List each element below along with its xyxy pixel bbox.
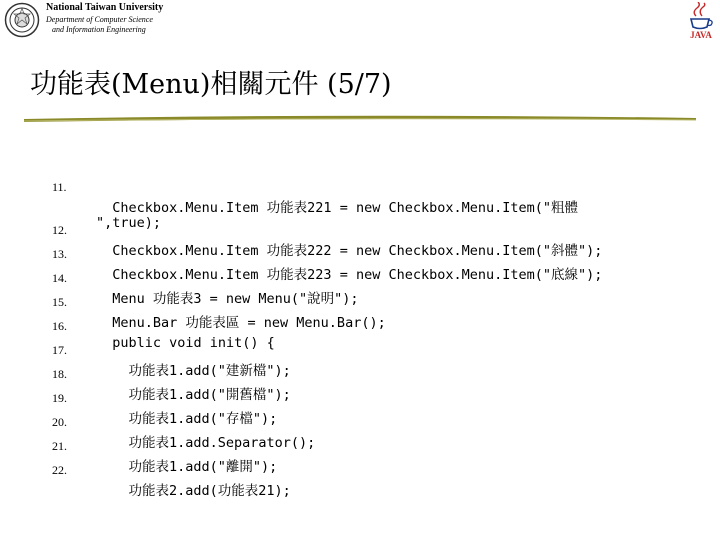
code-text: 功能表1.add("開舊檔"); xyxy=(96,387,291,403)
code-text: 功能表1.add("存檔"); xyxy=(96,411,278,427)
code-text: public void init() { xyxy=(96,335,275,351)
java-logo-text: JAVA xyxy=(690,30,712,40)
line-number: 16. xyxy=(52,319,67,333)
slide-title: 功能表(Menu)相關元件 (5/7) xyxy=(30,69,392,100)
java-logo-icon xyxy=(686,2,716,40)
line-number: 17. xyxy=(52,343,67,357)
line-number: 19. xyxy=(52,391,67,405)
code-text: Checkbox.Menu.Item 功能表222 = new Checkbox.Menu.Item("斜體"); xyxy=(96,243,603,259)
line-number: 18. xyxy=(52,367,67,381)
line-number: 12. xyxy=(52,223,67,237)
code-text: ",true); xyxy=(96,215,162,231)
code-text: 功能表1.add.Separator(); xyxy=(96,435,316,451)
code-text: Menu 功能表3 = new Menu("說明"); xyxy=(96,291,359,307)
university-seal-icon xyxy=(4,2,40,38)
department-line-2: and Information Engineering xyxy=(52,25,146,34)
line-number: 21. xyxy=(52,439,67,453)
university-name: National Taiwan University xyxy=(46,2,164,13)
line-number: 22. xyxy=(52,463,67,477)
line-number: 11. xyxy=(52,180,67,194)
code-text: 功能表2.add(功能表21); xyxy=(96,483,291,499)
line-number: 20. xyxy=(52,415,67,429)
department-name xyxy=(46,15,153,35)
code-text: 功能表1.add("離開"); xyxy=(96,459,278,475)
code-text: Checkbox.Menu.Item 功能表221 = new Checkbox.Menu.Item("粗體 xyxy=(96,200,579,216)
department-line-1: Department of Computer Science xyxy=(46,15,153,24)
line-number: 15. xyxy=(52,295,67,309)
line-number: 13. xyxy=(52,247,67,261)
line-number: 14. xyxy=(52,271,67,285)
code-text: Menu.Bar 功能表區 = new Menu.Bar(); xyxy=(96,315,386,331)
code-text: 功能表1.add("建新檔"); xyxy=(96,363,291,379)
code-text: Checkbox.Menu.Item 功能表223 = new Checkbox.Menu.Item("底線"); xyxy=(96,267,603,283)
title-divider xyxy=(24,110,696,122)
